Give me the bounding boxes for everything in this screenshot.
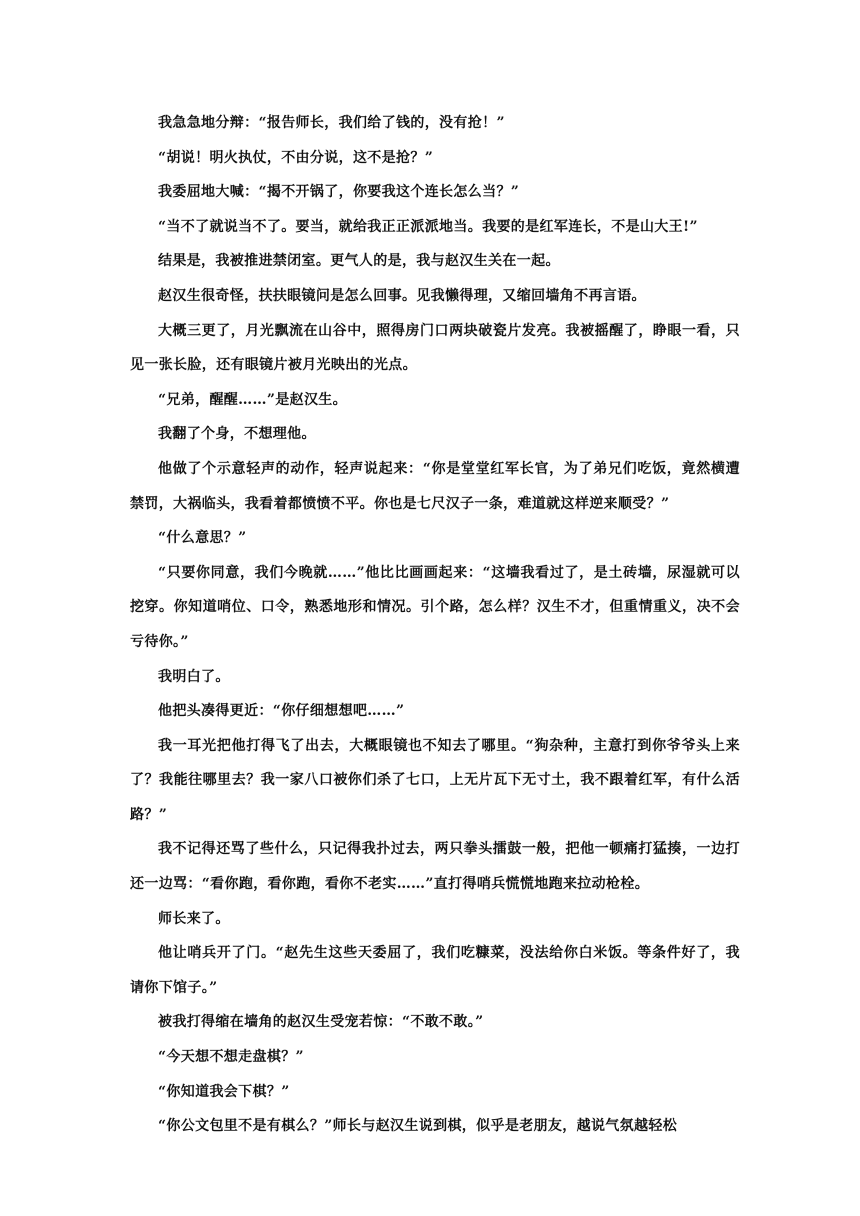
paragraph: “兄弟，醒醒……”是赵汉生。 xyxy=(158,391,348,408)
paragraph: 我不记得还骂了些什么，只记得我扑过去，两只拳头擂鼓一般，把他一顿痛打猛揍，一边打还一边骂：“看你跑，看你跑，看你不老实……”直打得哨兵慌慌地跑来拉动枪栓。 xyxy=(130,841,740,893)
paragraph: 赵汉生很奇怪，扶扶眼镜问是怎么回事。见我懒得理，又缩回墙角不再言语。 xyxy=(158,287,646,304)
paragraph: “只要你同意，我们今晚就……”他比比画画起来：“这墙我看过了，是土砖墙，尿湿就可以挖穿。你知道哨位、口令，熟悉地形和情况。引个路，怎么样？汉生不才，但重情重义，决不会亏待你。” xyxy=(130,564,740,650)
paragraph: 师长来了。 xyxy=(158,910,230,927)
paragraph: “你知道我会下棋？” xyxy=(158,1083,290,1100)
paragraph: 他做了个示意轻声的动作，轻声说起来：“你是堂堂红军长官，为了弟兄们吃饭，竟然横遭禁罚，大祸临头，我看着都愤愤不平。你也是七尺汉子一条，难道就这样逆来顺受？” xyxy=(130,460,740,512)
paragraph: “胡说！明火执仗，不由分说，这不是抢？” xyxy=(158,149,434,166)
paragraph: 我翻了个身，不想理他。 xyxy=(158,426,316,443)
paragraph: “当不了就说当不了。要当，就给我正正派派地当。我要的是红军连长，不是山大王!” xyxy=(158,218,698,235)
paragraph: 大概三更了，月光飘流在山谷中，照得房门口两块破瓷片发亮。我被摇醒了，睁眼一看，只见一张长脸，还有眼镜片被月光映出的光点。 xyxy=(130,322,740,374)
paragraph: 我一耳光把他打得飞了出去，大概眼镜也不知去了哪里。“狗杂种，主意打到你爷爷头上来了？我能往哪里去？我一家八口被你们杀了七口，上无片瓦下无寸土，我不跟着红军，有什么活路？” xyxy=(130,737,740,823)
paragraph: “今天想不想走盘棋？” xyxy=(158,1049,304,1066)
paragraph: 他把头凑得更近：“你仔细想想吧……” xyxy=(158,703,405,720)
story-text xyxy=(130,106,740,1144)
paragraph: “什么意思？” xyxy=(158,530,247,547)
paragraph: “你公文包里不是有棋么？”师长与赵汉生说到棋，似乎是老朋友，越说气氛越轻松 xyxy=(158,1118,678,1135)
paragraph: 我明白了。 xyxy=(158,668,230,685)
paragraph: 他让哨兵开了门。“赵先生这些天委屈了，我们吃糠菜，没法给你白米饭。等条件好了，我请你下馆子。” xyxy=(130,945,740,996)
paragraph: 被我打得缩在墙角的赵汉生受宠若惊：“不敢不敢。” xyxy=(158,1014,484,1031)
paragraph: 结果是，我被推进禁闭室。更气人的是，我与赵汉生关在一起。 xyxy=(158,253,560,270)
paragraph: 我委屈地大喊：“揭不开锅了，你要我这个连长怎么当？” xyxy=(158,184,520,201)
paragraph: 我急急地分辩：“报告师长，我们给了钱的，没有抢！” xyxy=(158,115,505,131)
